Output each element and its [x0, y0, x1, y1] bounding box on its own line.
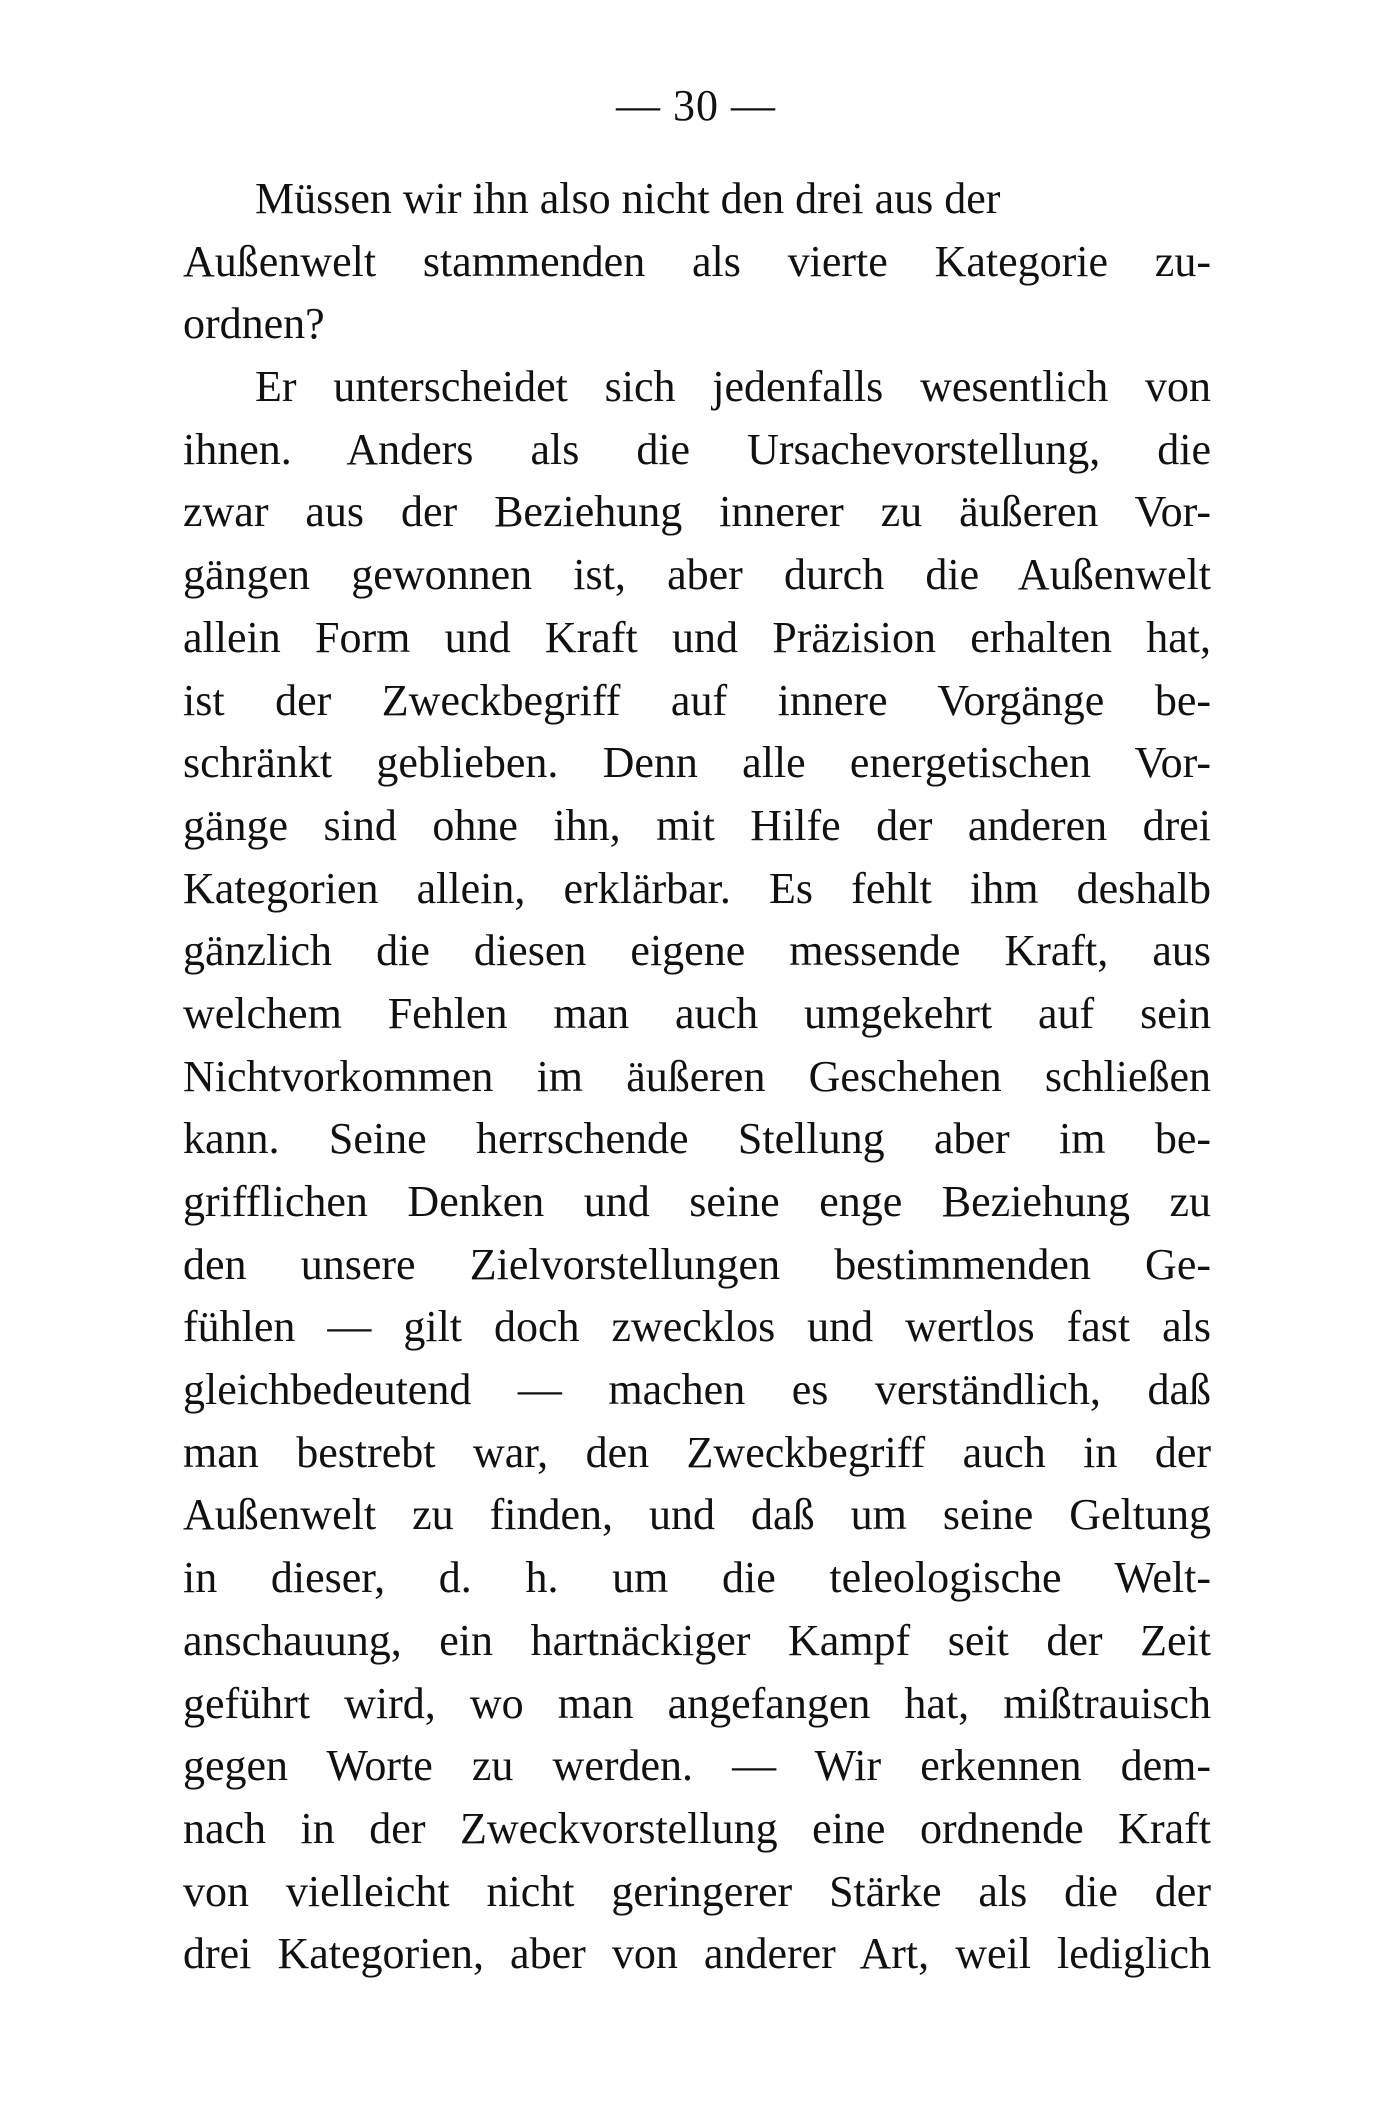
text-line: ihnen. Anders als die Ursachevorstellung, die — [183, 424, 1211, 474]
text-line: gänzlich die diesen eigene messende Kraft, aus — [183, 926, 1211, 976]
text-line: ordnen? — [183, 299, 325, 349]
text-line: Er unterscheidet sich jedenfalls wesentlich von — [255, 362, 1211, 412]
body-text — [183, 168, 1211, 1986]
text-line: Müssen wir ihn also nicht den drei aus der — [255, 174, 1001, 223]
text-line: ist der Zweckbegriff auf innere Vorgänge be- — [183, 675, 1211, 725]
text-line: fühlen — gilt doch zwecklos und wertlos fast als — [183, 1302, 1211, 1352]
text-line: drei Kategorien, aber von anderer Art, weil lediglich — [183, 1929, 1211, 1979]
text-line: anschauung, ein hartnäckiger Kampf seit der Zeit — [183, 1615, 1211, 1665]
text-line: man bestrebt war, den Zweckbegriff auch in der — [183, 1427, 1211, 1477]
text-line: grifflichen Denken und seine enge Beziehung zu — [183, 1177, 1211, 1226]
text-line: den unsere Zielvorstellungen bestimmenden Ge- — [183, 1239, 1211, 1289]
text-line: kann. Seine herrschende Stellung aber im be- — [183, 1114, 1211, 1164]
text-line: Nichtvorkommen im äußeren Geschehen schließen — [183, 1051, 1211, 1101]
text-line: geführt wird, wo man angefangen hat, mißtrauisch — [183, 1678, 1211, 1728]
text-line: Außenwelt zu finden, und daß um seine Geltung — [183, 1490, 1211, 1540]
text-line: gleichbedeutend — machen es verständlich, daß — [183, 1365, 1211, 1415]
text-line: Außenwelt stammenden als vierte Kategorie zu- — [183, 236, 1211, 286]
text-line: gegen Worte zu werden. — Wir erkennen dem- — [183, 1741, 1211, 1791]
text-line: allein Form und Kraft und Präzision erhalten hat, — [183, 612, 1211, 662]
text-line: zwar aus der Beziehung innerer zu äußeren Vor- — [183, 487, 1211, 537]
text-line: in dieser, d. h. um die teleologische Welt- — [183, 1553, 1211, 1603]
text-line: von vielleicht nicht geringerer Stärke als die der — [183, 1866, 1211, 1916]
text-line: gängen gewonnen ist, aber durch die Außenwelt — [183, 550, 1211, 600]
text-line: Kategorien allein, erklärbar. Es fehlt ihm deshalb — [183, 863, 1211, 913]
text-line: nach in der Zweckvorstellung eine ordnende Kraft — [183, 1803, 1211, 1853]
text-line: gänge sind ohne ihn, mit Hilfe der anderen drei — [183, 800, 1211, 850]
page-number: — 30 — — [616, 81, 776, 130]
text-line: welchem Fehlen man auch umgekehrt auf sein — [183, 988, 1211, 1038]
text-line: schränkt geblieben. Denn alle energetischen Vor- — [183, 738, 1211, 788]
